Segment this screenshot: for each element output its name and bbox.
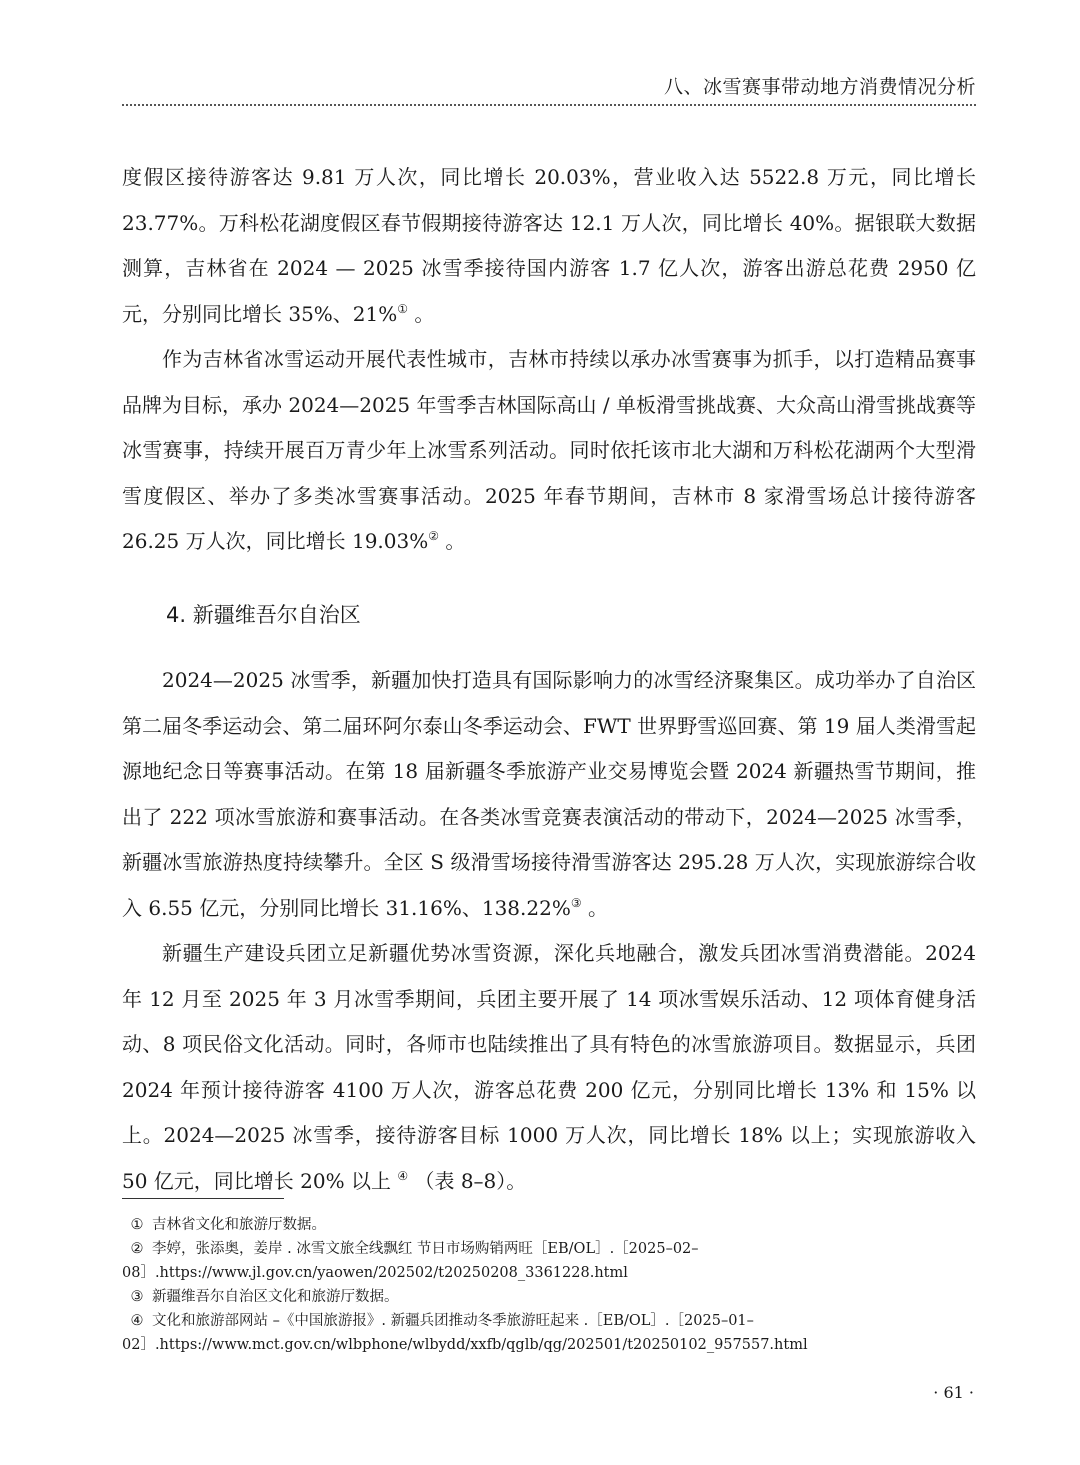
- paragraph-3-tail: 。: [581, 895, 608, 920]
- footnote-text: 文化和旅游部网站 –《中国旅游报》. 新疆兵团推动冬季旅游旺起来 .［EB/OL］.［2025–01–02］.https://www.mct.gov.cn/wlbphone/wlbydd/xxfb/qglb/qg/202501/t20250102_957557.html: [122, 1313, 808, 1353]
- paragraph-2: [122, 337, 976, 565]
- footnote-4: [122, 1309, 976, 1357]
- paragraph-2-tail: 。: [439, 529, 466, 553]
- body-text: [122, 155, 976, 1204]
- footnote-ref-2[interactable]: ②: [428, 529, 439, 543]
- paragraph-3: [122, 658, 976, 931]
- paragraph-4: [122, 931, 976, 1204]
- paragraph-1-tail: 。: [408, 301, 435, 326]
- paragraph-2-text: 作为吉林省冰雪运动开展代表性城市，吉林市持续以承办冰雪赛事为抓手，以打造精品赛事品牌为目标，承办 2024—2025 年雪季吉林国际高山 / 单板滑雪挑战赛、大众高山滑雪挑战赛等冰雪赛事，持续开展百万青少年上冰雪系列活动。同时依托该市北大湖和万科松花湖两个大型滑雪度假区、举办了多类冰雪赛事活动。2025 年春节期间，吉林市 8 家滑雪场总计接待游客 26.25 万人次，同比增长 19.03%: [122, 347, 976, 553]
- paragraph-1-text: 度假区接待游客达 9.81 万人次，同比增长 20.03%，营业收入达 5522.8 万元，同比增长 23.77%。万科松花湖度假区春节假期接待游客达 12.1 万人次，同比增长 40%。据银联大数据测算，吉林省在 2024 — 2025 冰雪季接待国内游客 1.7 亿人次，游客出游总花费 2950 亿元，分别同比增长 35%、21%: [122, 165, 976, 326]
- footnote-2: [122, 1237, 976, 1285]
- footnote-ref-3[interactable]: ③: [570, 895, 582, 910]
- footnote-number: ①: [130, 1217, 144, 1233]
- page-number: · 61 ·: [933, 1383, 974, 1402]
- running-header: 八、冰雪赛事带动地方消费情况分析: [663, 76, 976, 98]
- section-heading: 4. 新疆维吾尔自治区: [166, 602, 361, 627]
- footnote-number: ②: [130, 1241, 144, 1257]
- footnote-number: ④: [130, 1313, 144, 1329]
- footnote-text: 吉林省文化和旅游厅数据。: [152, 1217, 326, 1233]
- footnote-ref-1[interactable]: ①: [397, 301, 409, 316]
- footnote-1: [122, 1213, 976, 1237]
- footnote-text: 李婷，张添奥，姜岸 . 冰雪文旅全线飘红 节日市场购销两旺［EB/OL］.［2025–02–08］.https://www.jl.gov.cn/yaowen/202502/t20250208_3361228.html: [122, 1241, 699, 1281]
- paragraph-4-text: 新疆生产建设兵团立足新疆优势冰雪资源，深化兵地融合，激发兵团冰雪消费潜能。2024 年 12 月至 2025 年 3 月冰雪季期间，兵团主要开展了 14 项冰雪娱乐活动、12 项体育健身活动、8 项民俗文化活动。同时，各师市也陆续推出了具有特色的冰雪旅游项目。数据显示，兵团 2024 年预计接待游客 4100 万人次，游客总花费 200 亿元，分别同比增长 13% 和 15% 以上。2024—2025 冰雪季，接待游客目标 1000 万人次，同比增长 18% 以上；实现旅游收入 50 亿元，同比增长 20% 以上: [122, 941, 976, 1193]
- footnotes: [122, 1213, 976, 1357]
- footnote-ref-4[interactable]: ④: [397, 1168, 409, 1183]
- paragraph-3-text: 2024—2025 冰雪季，新疆加快打造具有国际影响力的冰雪经济聚集区。成功举办了自治区第二届冬季运动会、第二届环阿尔泰山冬季运动会、FWT 世界野雪巡回赛、第 19 届人类滑雪起源地纪念日等赛事活动。在第 18 届新疆冬季旅游产业交易博览会暨 2024 新疆热雪节期间，推出了 222 项冰雪旅游和赛事活动。在各类冰雪竞赛表演活动的带动下，2024—2025 冰雪季，新疆冰雪旅游热度持续攀升。全区 S 级滑雪场接待滑雪游客达 295.28 万人次，实现旅游综合收入 6.55 亿元，分别同比增长 31.16%、138.22%: [122, 668, 976, 920]
- paragraph-4-tail: （表 8–8）。: [408, 1168, 527, 1193]
- footnote-separator: [122, 1198, 284, 1199]
- footnote-text: 新疆维吾尔自治区文化和旅游厅数据。: [152, 1289, 399, 1305]
- header-dotted-rule: [122, 104, 976, 106]
- paragraph-1: [122, 155, 976, 337]
- footnote-3: [122, 1285, 976, 1309]
- footnote-number: ③: [130, 1289, 144, 1305]
